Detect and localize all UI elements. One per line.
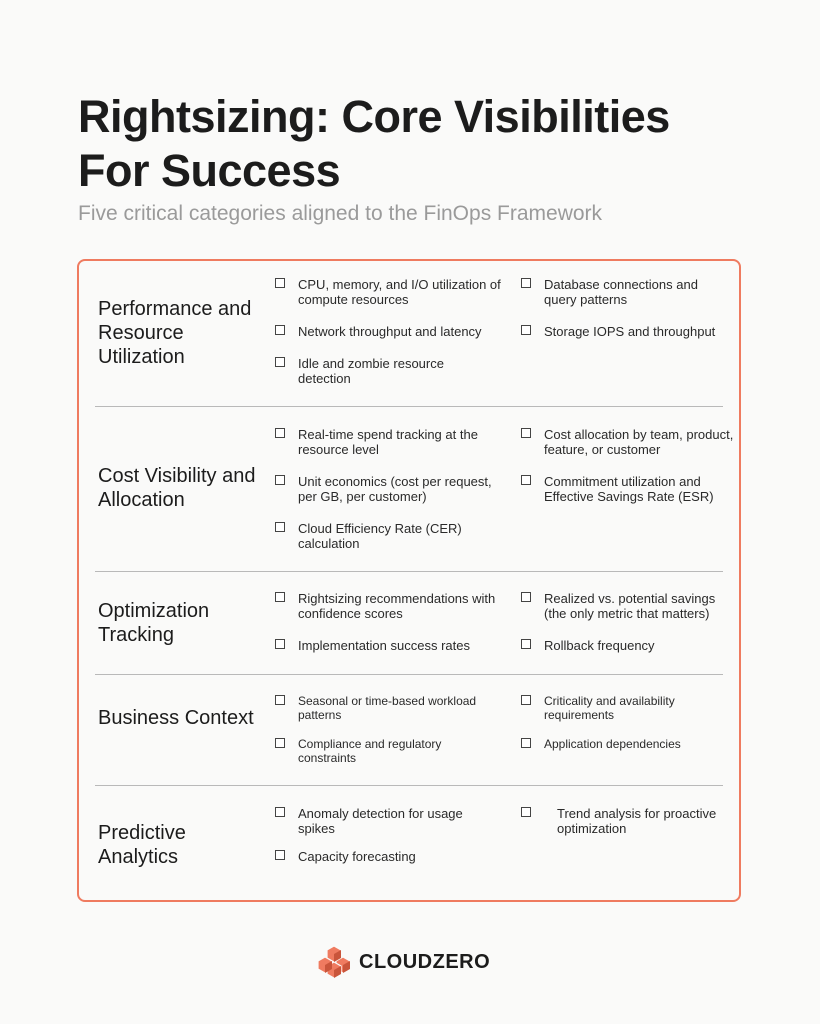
checkbox-icon[interactable] <box>275 807 285 817</box>
checklist-item: Compliance and regulatory constraints <box>298 737 468 765</box>
checkbox-icon[interactable] <box>275 639 285 649</box>
section-title: Cost Visibility and Allocation <box>98 465 256 511</box>
checklist-item: Rollback frequency <box>544 638 734 653</box>
section-title: Optimization Tracking <box>98 600 210 646</box>
checklist-item: Cloud Efficiency Rate (CER) calculation <box>298 521 483 551</box>
section-predictive-analytics <box>95 785 723 900</box>
checkbox-icon[interactable] <box>275 522 285 532</box>
checkbox-icon[interactable] <box>275 592 285 602</box>
checklist-item: Database connections and query patterns <box>544 277 734 307</box>
categories-card <box>77 259 741 902</box>
page-subtitle: Five critical categories aligned to the FinOps Framework <box>78 202 603 225</box>
checkbox-icon[interactable] <box>275 475 285 485</box>
section-cost-visibility <box>95 406 734 572</box>
checkbox-icon[interactable] <box>275 695 285 705</box>
cube-cluster-icon <box>317 945 351 979</box>
checklist-item: Trend analysis for proactive optimization <box>557 806 732 836</box>
checklist-item: Real-time spend tracking at the resource level <box>298 427 498 457</box>
page-title-line-2: For Success <box>78 145 341 196</box>
brand-name: CLOUDZERO <box>359 950 491 973</box>
checklist-item: Seasonal or time-based workload patterns <box>298 694 498 722</box>
checklist-item: CPU, memory, and I/O utilization of compute resources <box>298 277 508 307</box>
checklist-item: Unit economics (cost per request, per GB, per customer) <box>298 474 498 504</box>
checklist-item: Anomaly detection for usage spikes <box>298 806 488 836</box>
checklist-item: Application dependencies <box>544 737 729 751</box>
checklist-item: Criticality and availability requirements <box>544 694 719 722</box>
checkbox-icon[interactable] <box>521 278 531 288</box>
checkbox-icon[interactable] <box>521 807 531 817</box>
section-title: Performance and Resource Utilization <box>98 298 252 368</box>
brand-logo <box>317 945 490 979</box>
section-optimization-tracking <box>95 571 723 675</box>
page-title <box>78 90 758 198</box>
checklist-item: Implementation success rates <box>298 638 498 653</box>
checklist-item: Realized vs. potential savings (the only metric that matters) <box>544 591 734 621</box>
checkbox-icon[interactable] <box>521 639 531 649</box>
checkbox-icon[interactable] <box>275 278 285 288</box>
checkbox-icon[interactable] <box>521 475 531 485</box>
checkbox-icon[interactable] <box>275 428 285 438</box>
checklist-item: Cost allocation by team, product, feature, or customer <box>544 427 734 457</box>
checkbox-icon[interactable] <box>521 695 531 705</box>
checkbox-icon[interactable] <box>275 357 285 367</box>
checkbox-icon[interactable] <box>521 738 531 748</box>
section-title: Predictive Analytics <box>98 822 186 868</box>
checklist-item: Network throughput and latency <box>298 324 508 339</box>
checklist-item: Commitment utilization and Effective Savings Rate (ESR) <box>544 474 729 504</box>
checkbox-icon[interactable] <box>521 325 531 335</box>
checklist-item: Rightsizing recommendations with confidence scores <box>298 591 498 621</box>
page-title-line-1: Rightsizing: Core Visibilities <box>78 91 670 142</box>
section-performance <box>95 261 723 407</box>
section-business-context <box>95 674 723 786</box>
checklist-item: Idle and zombie resource detection <box>298 356 488 386</box>
checkbox-icon[interactable] <box>275 850 285 860</box>
checkbox-icon[interactable] <box>275 738 285 748</box>
checkbox-icon[interactable] <box>521 592 531 602</box>
checklist-item: Capacity forecasting <box>298 849 488 864</box>
section-title: Business Context <box>98 707 254 729</box>
checkbox-icon[interactable] <box>521 428 531 438</box>
checkbox-icon[interactable] <box>275 325 285 335</box>
checklist-item: Storage IOPS and throughput <box>544 324 739 339</box>
